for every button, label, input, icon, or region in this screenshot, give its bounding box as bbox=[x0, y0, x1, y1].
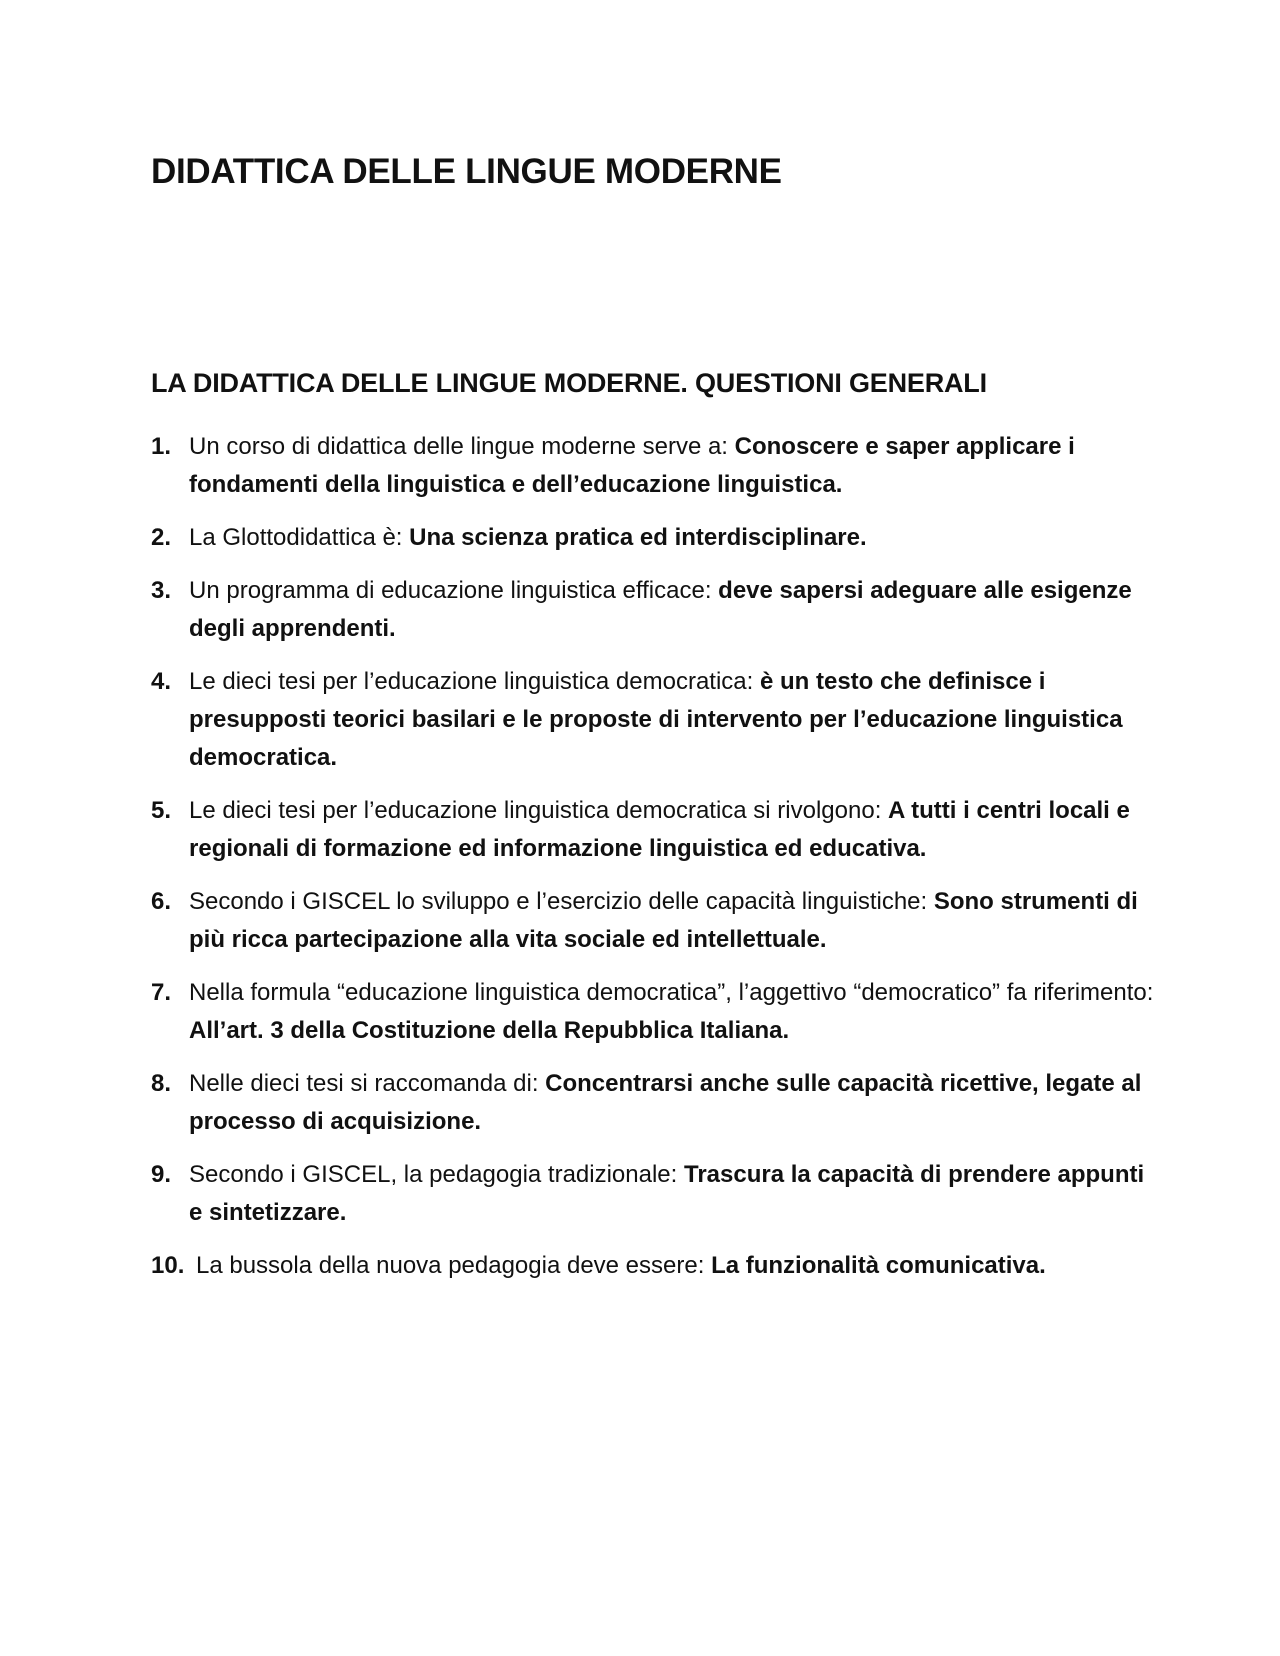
list-item bbox=[151, 428, 1161, 504]
item-answer: La funzionalità comunicativa. bbox=[711, 1252, 1046, 1279]
item-question: Le dieci tesi per l’educazione linguistica democratica si rivolgono: bbox=[189, 797, 889, 824]
item-answer: Una scienza pratica ed interdisciplinare. bbox=[409, 524, 867, 551]
list-item bbox=[151, 1156, 1161, 1232]
item-number: 3. bbox=[151, 577, 172, 604]
item-number: 2. bbox=[151, 524, 172, 551]
list-item bbox=[151, 519, 1161, 557]
item-question: Un corso di didattica delle lingue moderne serve a: bbox=[189, 433, 735, 460]
item-number: 7. bbox=[151, 979, 172, 1006]
item-question: La bussola della nuova pedagogia deve essere: bbox=[196, 1252, 712, 1279]
item-answer: Conoscere e saper applicare i fondamenti della linguistica e dell’educazione linguistica. bbox=[189, 433, 1075, 498]
item-question: La Glottodidattica è: bbox=[189, 524, 410, 551]
item-number: 5. bbox=[151, 797, 172, 824]
item-question: Secondo i GISCEL lo sviluppo e l’esercizio delle capacità linguistiche: bbox=[189, 888, 934, 915]
item-number: 10. bbox=[151, 1252, 185, 1279]
item-question: Nella formula “educazione linguistica democratica”, l’aggettivo “democratico” fa riferimento: bbox=[189, 979, 1154, 1006]
item-answer: è un testo che definisce i presupposti teorici basilari e le proposte di intervento per l’educazione linguistica democratica. bbox=[189, 668, 1123, 771]
section-title: LA DIDATTICA DELLE LINGUE MODERNE. QUESTIONI GENERALI bbox=[151, 368, 987, 398]
document-title: DIDATTICA DELLE LINGUE MODERNE bbox=[151, 152, 782, 191]
list-item bbox=[151, 974, 1161, 1050]
item-answer: A tutti i centri locali e regionali di formazione ed informazione linguistica ed educativa. bbox=[189, 797, 1130, 862]
item-number: 6. bbox=[151, 888, 172, 915]
list-item bbox=[151, 883, 1161, 959]
item-question: Secondo i GISCEL, la pedagogia tradizionale: bbox=[189, 1161, 684, 1188]
list-item bbox=[151, 663, 1161, 777]
item-number: 9. bbox=[151, 1161, 172, 1188]
list-item bbox=[151, 1247, 1161, 1285]
item-answer: deve sapersi adeguare alle esigenze degli apprendenti. bbox=[189, 577, 1132, 642]
list-item bbox=[151, 1065, 1161, 1141]
item-number: 8. bbox=[151, 1070, 172, 1097]
item-answer: All’art. 3 della Costituzione della Repubblica Italiana. bbox=[189, 1017, 790, 1044]
question-list bbox=[151, 428, 1161, 1300]
item-answer: Trascura la capacità di prendere appunti e sintetizzare. bbox=[189, 1161, 1145, 1226]
list-item bbox=[151, 572, 1161, 648]
list-item bbox=[151, 792, 1161, 868]
item-answer: Concentrarsi anche sulle capacità ricettive, legate al processo di acquisizione. bbox=[189, 1070, 1142, 1135]
item-number: 4. bbox=[151, 668, 172, 695]
item-question: Un programma di educazione linguistica efficace: bbox=[189, 577, 719, 604]
item-question: Nelle dieci tesi si raccomanda di: bbox=[189, 1070, 546, 1097]
item-question: Le dieci tesi per l’educazione linguistica democratica: bbox=[189, 668, 760, 695]
item-answer: Sono strumenti di più ricca partecipazione alla vita sociale ed intellettuale. bbox=[189, 888, 1138, 953]
item-number: 1. bbox=[151, 433, 172, 460]
